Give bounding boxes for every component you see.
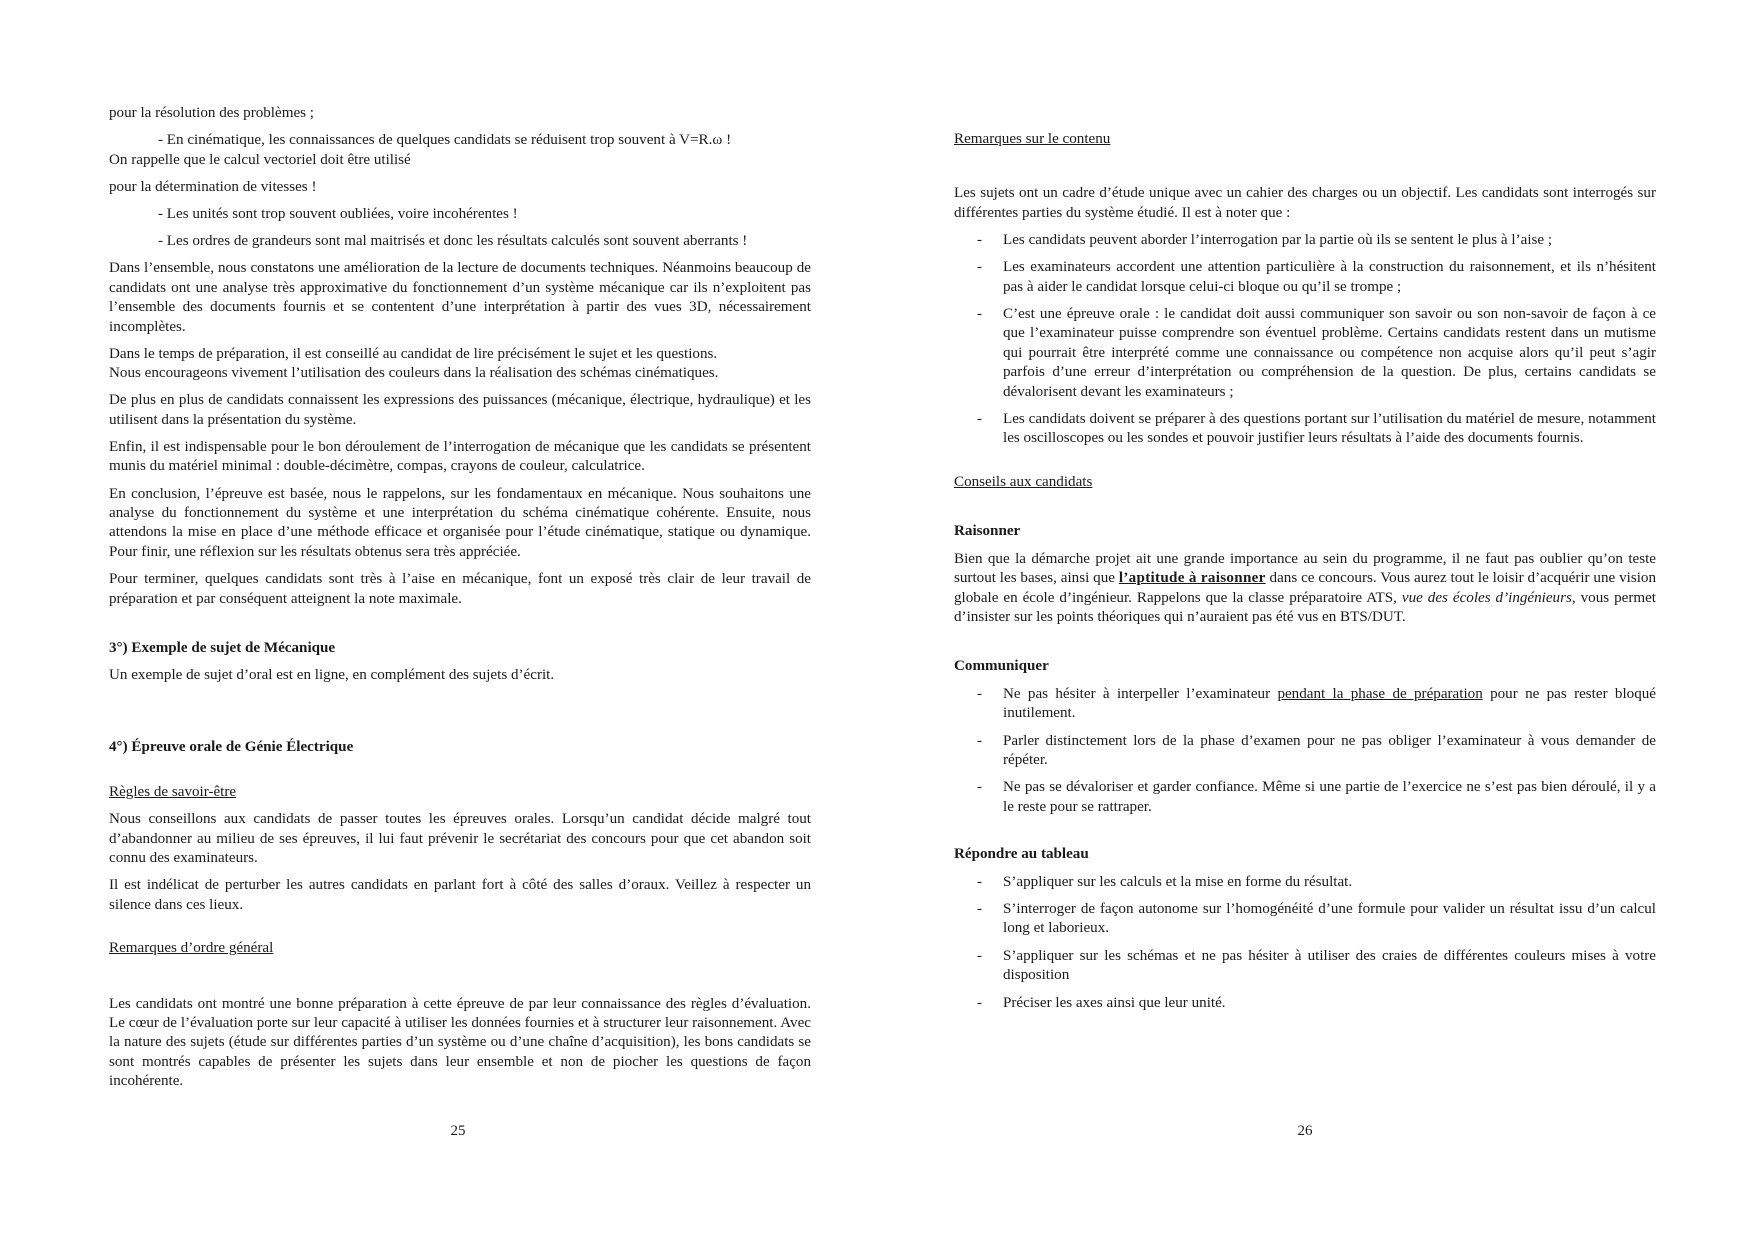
emphasis-aptitude: l’aptitude à raisonner (1118, 570, 1266, 587)
subheading-regles: Règles de savoir-être (109, 783, 237, 800)
page-number: 26 (1297, 1123, 1313, 1139)
paragraph: pour la détermination de vitesses ! (109, 178, 317, 195)
list-item: - Les candidats doivent se préparer à des questions portant sur l’utilisation du matériel de mesure, notamment les oscilloscopes ou les sondes et pouvoir justifier leurs résultats à l’aide des documents fournis. (977, 411, 1656, 447)
list-item: - Ne pas se dévaloriser et garder confiance. Même si une partie de l’exercice ne s’est pas bien déroulé, il y a le reste pour se rattraper. (977, 779, 1656, 815)
left-column (109, 104, 811, 1099)
paragraph: En conclusion, l’épreuve est basée, nous le rappelons, sur les fondamentaux en mécanique. Nous souhaitons une analyse du fonctionnement du système et une interprétation du schéma cinématique cohérente. Ensuite, nous attendons la mise en place d’une méthode efficace et organisée pour l’étude cinématique, statique ou dynamique. Pour finir, une réflexion sur les résultats obtenus sera très appréciée. (109, 485, 811, 560)
paragraph: Les sujets ont un cadre d’étude unique avec un cahier des charges ou un objectif. Les candidats sont interrogés sur différentes parties du système étudié. Il est à noter que : (954, 185, 1656, 221)
list-item: - Les candidats peuvent aborder l’interrogation par la partie où ils se sentent le plus à l’aise ; (977, 231, 1553, 248)
paragraph: De plus en plus de candidats connaissent les expressions des puissances (mécanique, électrique, hydraulique) et les utilisent dans la présentation du système. (109, 392, 811, 428)
subheading-remarques-contenu: Remarques sur le contenu (954, 131, 1111, 147)
paragraph: Dans l’ensemble, nous constatons une amélioration de la lecture de documents techniques. Néanmoins beaucoup de candidats ont une analyse très approximative du fonctionnement d’un système mécanique car ils n’exploitent pas l’ensemble des documents fournis et se contentent d’une interprétation à partir des vues 3D, nécessairement incomplètes. (109, 260, 811, 335)
subheading-conseils: Conseils aux candidats (954, 473, 1093, 490)
list-communiquer (954, 685, 1656, 817)
spacer (109, 967, 811, 995)
emphasis-preparation: pendant la phase de préparation (1277, 685, 1483, 702)
section-heading-3: 3°) Exemple de sujet de Mécanique (109, 639, 336, 656)
list-item: - Les examinateurs accordent une attention particulière à la construction du raisonnement, et ils n’hésitent pas à aider le candidat lorsque celui-ci bloque ou qu’il se trompe ; (977, 259, 1656, 295)
paragraph: Un exemple de sujet d’oral est en ligne, en complément des sujets d’écrit. (109, 667, 555, 684)
paragraph-dash-line: - En cinématique, les connaissances de quelques candidats se réduisent trop souvent à V=R.ω ! (158, 132, 732, 149)
emphasis-ecoles: vue des écoles d’ingénieurs (1401, 589, 1572, 606)
heading-repondre: Répondre au tableau (954, 846, 1089, 863)
list-item: - C’est une épreuve orale : le candidat doit aussi communiquer son savoir ou son non-savoir de façon à ce que l’examinateur puisse comprendre son éventuel problème. Certains candidats restent dans un mutisme qui pourrait être interprété comme une connaissance ou compétence non acquise alors qu’il peut s’agir parfois d’une erreur d’interprétation ou compréhension de la question. De plus, certains candidats se dévalorisent devant les examinateurs ; (977, 306, 1656, 400)
paragraph (109, 345, 811, 384)
paragraph: pour la résolution des problèmes ; (109, 105, 314, 121)
page-26 (877, 0, 1754, 1240)
paragraph-line: Dans le temps de préparation, il est conseillé au candidat de lire précisément le sujet et les questions. (109, 345, 718, 362)
paragraph: Enfin, il est indispensable pour le bon déroulement de l’interrogation de mécanique que les candidats se présentent munis du matériel minimal : double-décimètre, compas, crayons de couleur, calculatrice. (109, 439, 811, 475)
paragraph: Il est indélicat de perturber les autres candidats en parlant fort à côté des salles d’oraux. Veillez à respecter un silence dans ces lieux. (109, 877, 811, 913)
list-remarques (954, 231, 1656, 449)
paragraph: Pour terminer, quelques candidats sont très à l’aise en mécanique, font un exposé très clair de leur travail de préparation et par conséquent atteignent la note maximale. (109, 571, 811, 607)
paragraph: Nous conseillons aux candidats de passer toutes les épreuves orales. Lorsqu’un candidat décide malgré tout d’abandonner au milieu de ses épreuves, il lui faut prévenir le secrétariat des concours pour que cet abandon soit connu des examinateurs. (109, 811, 811, 867)
heading-communiquer: Communiquer (954, 658, 1049, 675)
list-item: - S’appliquer sur les schémas et ne pas hésiter à utiliser des craies de différentes couleurs mises à votre disposition (977, 947, 1656, 984)
list-repondre (954, 873, 1656, 1013)
right-column (954, 130, 1656, 1021)
page-number: 25 (450, 1123, 466, 1139)
list-item: - Parler distinctement lors de la phase d’examen pour ne pas obliger l’examinateur à vous demander de répéter. (977, 732, 1656, 768)
paragraph (109, 131, 811, 170)
list-item: - S’appliquer sur les calculs et la mise en forme du résultat. (977, 873, 1353, 890)
list-item: - Ne pas hésiter à interpeller l’examinateur pendant la phase de préparation pour ne pas rester bloqué inutilement. (977, 685, 1657, 722)
heading-raisonner: Raisonner (954, 523, 1021, 540)
paragraph-raisonner: Bien que la démarche projet ait une grande importance au sein du programme, il ne faut pas oublier qu’on teste surtout les bases, ainsi que l’aptitude à raisonner dans ce concours. Vous aurez tout le loisir d’acquérir une vision globale en école d’ingénieur. Rappelons que la classe préparatoire ATS, vue des écoles d’ingénieurs, vous permet d’insister sur les points théoriques qui n’auraient pas été vus en BTS/DUT. (954, 550, 1656, 625)
section-heading-4: 4°) Épreuve orale de Génie Électrique (109, 738, 354, 755)
list-item: - S’interroger de façon autonome sur l’homogénéité d’une formule pour valider un résultat issu d’un calcul long et laborieux. (977, 900, 1656, 937)
spacer (109, 694, 811, 738)
spacer (954, 157, 1656, 184)
paragraph: - Les unités sont trop souvent oubliées, voire incohérentes ! (158, 206, 518, 223)
paragraph-line: Nous encourageons vivement l’utilisation des couleurs dans la réalisation des schémas cinématiques. (109, 365, 719, 382)
paragraph: - Les ordres de grandeurs sont mal maitrisés et donc les résultats calculés sont souvent aberrants ! (158, 233, 748, 250)
list-item: - Préciser les axes ainsi que leur unité. (977, 994, 1226, 1011)
subheading-remarques-general: Remarques d’ordre général (109, 940, 274, 957)
paragraph-continuation: On rappelle que le calcul vectoriel doit être utilisé (109, 151, 411, 168)
paragraph: Les candidats ont montré une bonne préparation à cette épreuve de par leur connaissance des règles d’évaluation. Le cœur de l’évaluation porte sur leur capacité à utiliser les données fournies et à structurer leur raisonnement. Avec la nature des sujets (étude sur différentes parties d’un système ou d’une chaîne d’acquisition), les bons candidats se sont montrés capables de présenter les sujets dans leur ensemble et non de piocher les questions de façon incohérente. (109, 995, 811, 1090)
